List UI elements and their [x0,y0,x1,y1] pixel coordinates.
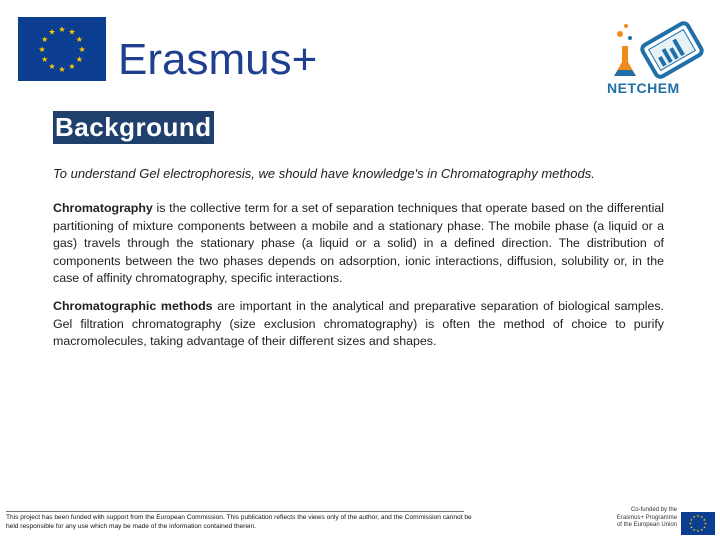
eu-star-icon: ★ [700,515,704,520]
paragraph-chromatographic-methods [53,298,664,351]
eu-star-icon: ★ [38,44,46,54]
footer-disclaimer: This project has been funded with support from the European Commission. This publication reflects the views only of the author, and the Commission cannot be held responsible for any use which may be made of the information contained therein. [6,514,472,530]
eu-star-icon: ★ [696,529,700,534]
paragraph-lead: Chromatography [53,201,153,215]
eu-flag-small-icon [681,512,715,535]
cofund-line: of the European Union [616,522,677,528]
eu-flag-icon [18,17,106,81]
eu-star-icon: ★ [41,34,49,44]
eu-star-icon: ★ [48,27,56,37]
eu-star-icon: ★ [689,517,694,522]
cofund-line: Erasmus+ Programme [616,514,677,521]
cofund-statement [603,507,677,530]
eu-star-icon: ★ [689,525,694,530]
eu-star-icon: ★ [702,525,707,530]
paragraph-chromatography [53,200,664,288]
intro-text: To understand Gel electrophoresis, we should have knowledge's in Chromatography methods. [53,166,595,181]
eu-star-icon: ★ [75,34,83,44]
eu-star-icon: ★ [41,54,49,64]
paragraph-lead: Chromatographic methods [53,299,213,313]
eu-star-icon: ★ [702,517,707,522]
eu-star-icon: ★ [68,27,76,37]
eu-star-icon: ★ [700,528,704,533]
eu-star-icon: ★ [48,62,56,72]
cofund-line: Co-funded by the [630,507,677,513]
paragraph-body: are important in the analytical and preparative separation of biological samples. Gel filtration chromatography (size exclusion chromatography) is often the method of choice to purify macromolecules, taking advantage of their different sizes and shapes. [53,299,664,349]
eu-star-icon: ★ [78,44,86,54]
eu-star-icon: ★ [68,62,76,72]
netchem-logo-label: NETCHEM [607,80,680,96]
erasmus-plus-logo-text: Erasmus+ [118,35,318,84]
slide-title: Background [55,112,212,142]
eu-star-icon: ★ [703,521,708,526]
eu-star-icon: ★ [692,515,696,520]
eu-star-icon: ★ [58,24,66,34]
eu-star-icon: ★ [58,64,66,74]
eu-star-icon: ★ [75,54,83,64]
footer-divider [6,511,464,512]
eu-star-icon: ★ [692,528,696,533]
eu-star-icon: ★ [688,521,693,526]
eu-star-icon: ★ [696,514,700,519]
paragraph-body: is the collective term for a set of separation techniques that operate based on the differential partitioning of mixture components between a mobile and a stationary phase. The mobile phase (a liquid or a gas) travels through the stationary phase (a liquid or a solid) in a defined direction. The distribution of components between the two phases depends on adsorption, ionic interactions, diffusion, solubility or, in the case of affinity chromatography, specific interactions. [53,201,664,286]
